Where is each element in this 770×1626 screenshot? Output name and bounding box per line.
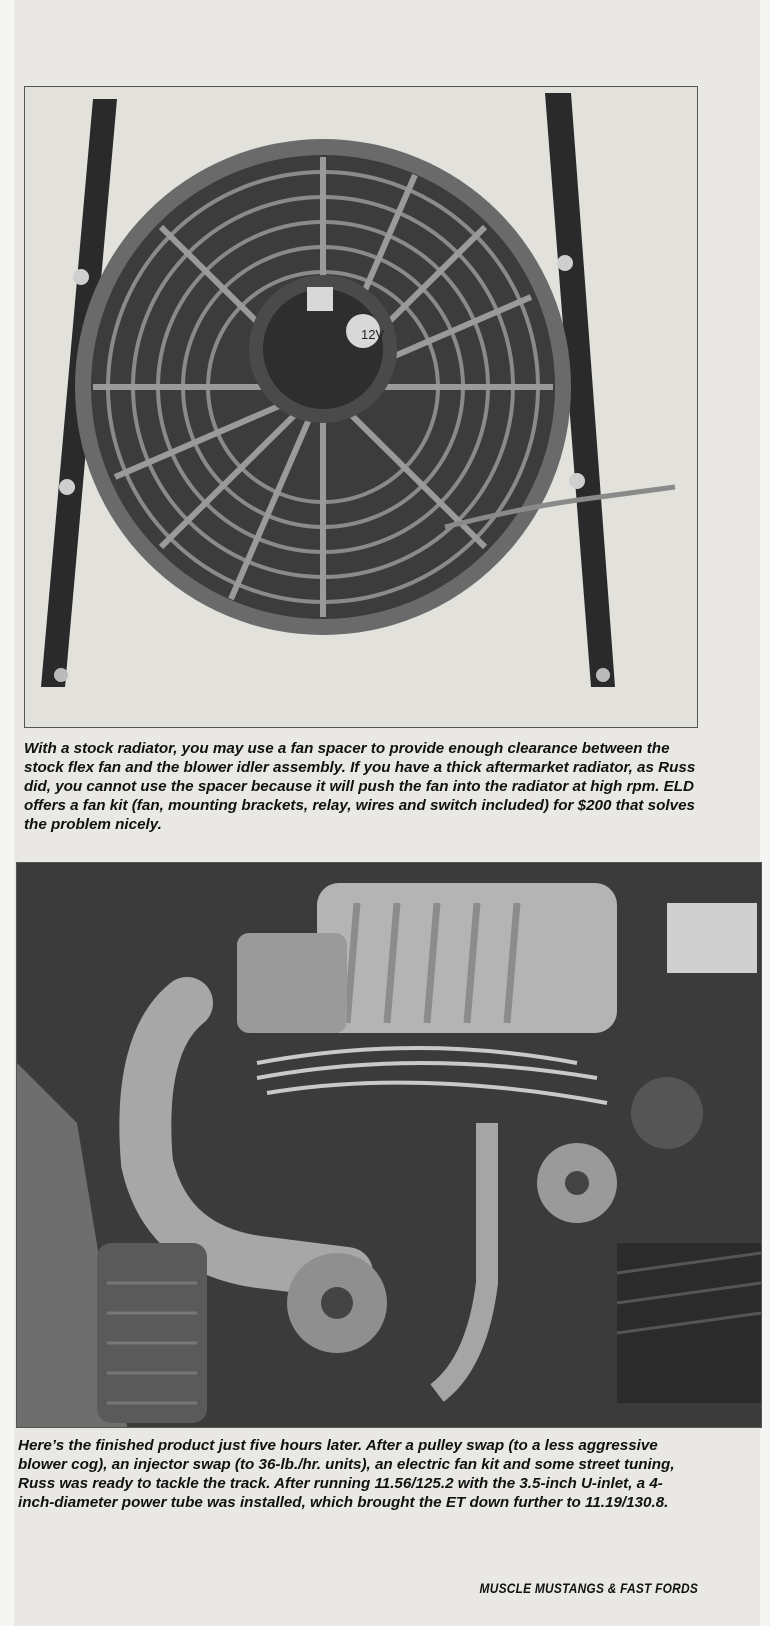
publication-title: MUSCLE MUSTANGS & FAST FORDS	[479, 1580, 698, 1596]
magazine-page	[14, 0, 760, 1626]
engine-caption: Here’s the finished product just five hours later. After a pulley swap (to a less aggressive blower cog), an injector swap (to 36-lb./hr. units), an electric fan kit and some street tuning, Russ was ready to tackle the track. After running 11.56/125.2 with the 3.5-inch U-inlet, a 4-inch-diameter power tube was installed, which brought the ET down further to 11.19/130.8.	[18, 1437, 675, 1511]
air-filter	[97, 1243, 207, 1423]
fan-voltage-badge: 12V	[361, 327, 385, 342]
engine-photo	[16, 862, 762, 1428]
engine-illustration	[17, 863, 761, 1427]
fan-caption: With a stock radiator, you may use a fan spacer to provide enough clearance between the stock flex fan and the blower idler assembly. If you have a thick aftermarket radiator, as Russ did, you cannot use the spacer because it will push the fan into the radiator at high rpm. ELD offers a fan kit (fan, mounting brackets, relay, wires and switch included) for $200 that solves the problem nicely.	[24, 740, 696, 833]
fan-photo	[24, 86, 698, 728]
fan-illustration	[25, 87, 697, 727]
